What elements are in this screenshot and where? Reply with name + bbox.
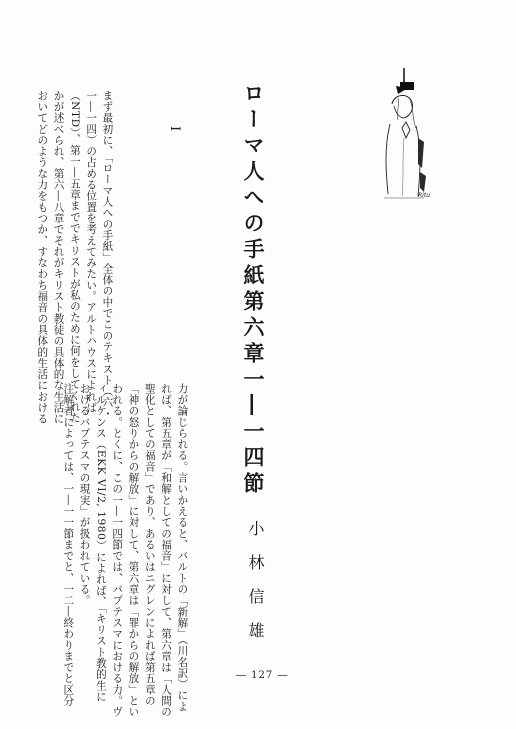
section-number: I bbox=[167, 126, 182, 132]
body-line: 「神の怒りからの解放」に対して、第六章は「罪からの解放」とい bbox=[127, 383, 140, 718]
praying-figure-icon bbox=[374, 68, 436, 206]
body-line: れば、第五章が「和解としての福音」に対して、第六章は「人間の bbox=[160, 383, 173, 718]
body-line: かが述べられ、第六―八章でそれがキリスト教徒の具体的な生活に bbox=[52, 90, 65, 425]
body-line: おいてどのような力をもつか、すなわち福音の具体的生活における bbox=[36, 90, 49, 425]
article-author: 小林信雄 bbox=[246, 520, 265, 656]
body-line: 聖化としての福音」であり、あるいはニグレンによれば第五章の bbox=[143, 383, 156, 707]
body-line: 注解者によっては、一―一一節までと、一二―終わりまでと区分 bbox=[62, 383, 75, 707]
body-line: まず最初に、「ローマ人への手紙」全体の中でこのテキスト（六・ bbox=[101, 90, 114, 420]
body-text-upper bbox=[34, 90, 115, 425]
body-line: 一―一四）の占める位置を考えてみたい。アルトハウスによれば bbox=[85, 90, 98, 414]
body-text-lower bbox=[60, 383, 190, 718]
body-line: （NTD）、第一―五章まででキリストが私のために何をしてくれた bbox=[68, 90, 81, 424]
page-number: ― 127 ― bbox=[236, 670, 289, 681]
article-title: ローマ人への手紙第六章一―一四節 bbox=[241, 82, 266, 498]
praying-figure-illustration bbox=[374, 68, 436, 206]
illustration-signature: Ritu bbox=[418, 192, 430, 199]
body-line: おけるバプテスマの現実」が扱われている。 bbox=[78, 383, 91, 606]
body-line: 力が論じられる。言いかえると、バルトの「新解」（川名訳）によ bbox=[176, 383, 189, 713]
body-line: ィルケンス（EKK VI/2, 1980）によれば、「キリスト教的生に bbox=[94, 383, 107, 703]
body-line: われる。とくに、この一―一四節では、バプテスマにおける力。ヴ bbox=[111, 383, 124, 718]
